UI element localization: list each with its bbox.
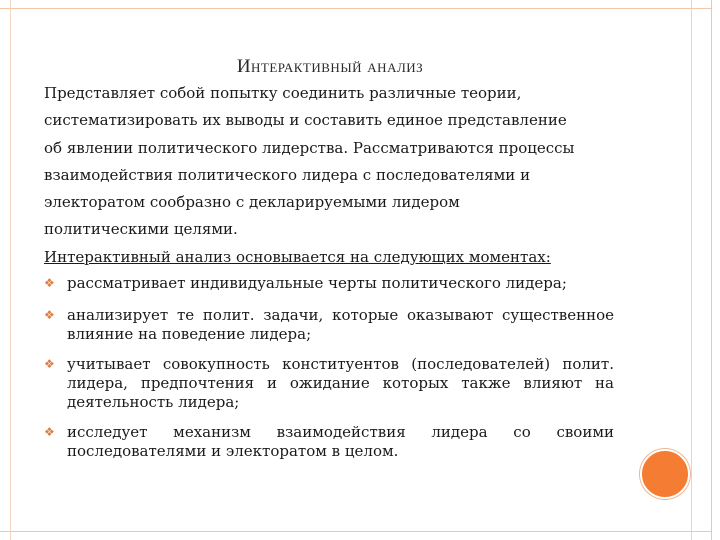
bullet-text: исследует механизм взаимодействия лидера со своими последователями и электоратом в целом.	[67, 423, 614, 461]
diamond-bullet-icon: ❖	[44, 276, 55, 291]
basis-heading: Интерактивный анализ основывается на следующих моментах:	[44, 247, 551, 266]
intro-line: политическими целями.	[44, 220, 238, 239]
bullet-text: рассматривает индивидуальные черты политического лидера;	[67, 274, 567, 293]
intro-line: электоратом сообразно с декларируемыми лидером	[44, 193, 460, 212]
intro-line: об явлении политического лидерства. Рассматриваются процессы	[44, 138, 575, 157]
intro-paragraph	[44, 80, 614, 271]
bullet-text: анализирует те полит. задачи, которые оказывают существенное влияние на поведение лидера;	[67, 306, 614, 344]
intro-line: систематизировать их выводы и составить единое представление	[44, 111, 567, 130]
bullet-list	[44, 274, 614, 461]
diamond-bullet-icon: ❖	[44, 357, 55, 372]
diamond-bullet-icon: ❖	[44, 308, 55, 323]
list-item	[44, 306, 614, 344]
list-item	[44, 423, 614, 461]
frame-right-line	[711, 0, 712, 540]
decorative-circle	[640, 449, 690, 499]
list-item	[44, 274, 614, 293]
frame-right-inner-line	[691, 0, 692, 540]
diamond-bullet-icon: ❖	[44, 425, 55, 440]
slide-content	[44, 80, 614, 472]
slide-title: Интерактивный анализ	[236, 56, 424, 77]
list-item	[44, 355, 614, 412]
frame-top-line	[0, 8, 712, 9]
frame-left-line	[10, 0, 11, 540]
frame-bottom-line	[0, 531, 712, 532]
intro-line: Представляет собой попытку соединить различные теории,	[44, 84, 522, 102]
bullet-text: учитывает совокупность конституентов (последователей) полит. лидера, предпочтения и ожидание которых также влияют на деятельность лидера;	[67, 355, 614, 412]
intro-line: взаимодействия политического лидера с последователями и	[44, 165, 531, 184]
